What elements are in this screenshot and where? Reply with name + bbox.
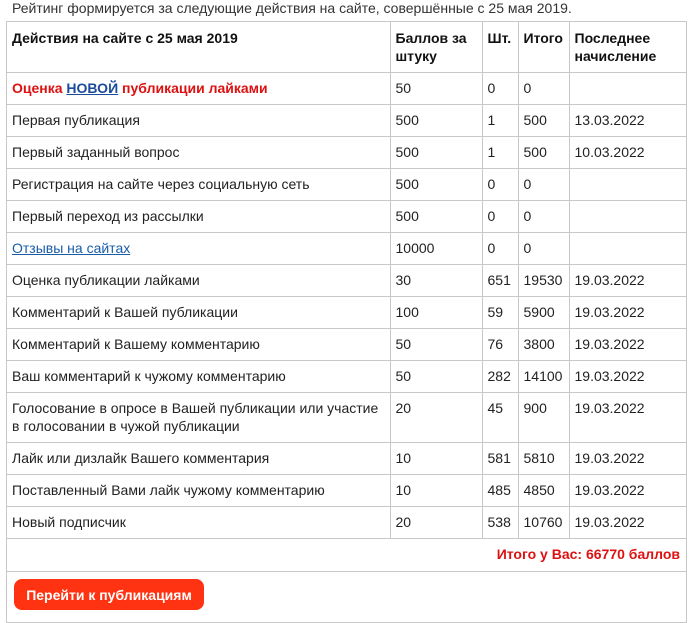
cell-last-accrual: 10.03.2022 (569, 137, 686, 169)
cell-total: 19530 (518, 265, 569, 297)
cell-last-accrual (569, 201, 686, 233)
table-row (7, 105, 686, 137)
cell-qty: 0 (482, 73, 518, 105)
cell-action: Оценка публикации лайками (7, 265, 390, 297)
cell-points: 20 (390, 393, 482, 443)
cell-last-accrual (569, 169, 686, 201)
cell-total: 3800 (518, 329, 569, 361)
cell-total: 900 (518, 393, 569, 443)
cell-total: 0 (518, 169, 569, 201)
cell-last-accrual: 13.03.2022 (569, 105, 686, 137)
table-row-new-publication (7, 73, 686, 105)
header-points: Баллов за штуку (390, 22, 482, 73)
cell-action: Первый переход из рассылки (7, 201, 390, 233)
cell-total: 14100 (518, 361, 569, 393)
cell-last-accrual: 19.03.2022 (569, 475, 686, 507)
cell-qty: 1 (482, 105, 518, 137)
action-label-prefix: Оценка (12, 80, 67, 96)
cell-qty: 538 (482, 507, 518, 539)
table-row (7, 201, 686, 233)
cell-total: 5810 (518, 443, 569, 475)
table-row (7, 297, 686, 329)
new-publication-link[interactable]: НОВОЙ (66, 80, 119, 96)
table-row (7, 329, 686, 361)
table-row (7, 393, 686, 443)
cell-qty: 282 (482, 361, 518, 393)
cell-points: 50 (390, 73, 482, 105)
cell-points: 500 (390, 105, 482, 137)
cell-last-accrual: 19.03.2022 (569, 393, 686, 443)
cell-qty: 0 (482, 201, 518, 233)
cell-qty: 59 (482, 297, 518, 329)
cell-last-accrual: 19.03.2022 (569, 329, 686, 361)
table-row (7, 507, 686, 539)
cell-points: 500 (390, 169, 482, 201)
cell-points: 20 (390, 507, 482, 539)
table-row (7, 233, 686, 265)
cell-total: 0 (518, 73, 569, 105)
cell-total: 10760 (518, 507, 569, 539)
cell-points: 50 (390, 329, 482, 361)
cell-points: 500 (390, 201, 482, 233)
cell-points: 30 (390, 265, 482, 297)
cell-last-accrual: 19.03.2022 (569, 265, 686, 297)
cell-qty: 1 (482, 137, 518, 169)
cell-qty: 0 (482, 233, 518, 265)
cell-qty: 485 (482, 475, 518, 507)
intro-text: Рейтинг формируется за следующие действия на сайте, совершённые с 25 мая 2019. (12, 0, 572, 16)
cell-action: Голосование в опросе в Вашей публикации или участие в голосовании в чужой публикации (7, 393, 390, 443)
cell-action (7, 233, 390, 265)
cell-action: Ваш комментарий к чужому комментарию (7, 361, 390, 393)
cell-qty: 76 (482, 329, 518, 361)
cell-action: Комментарий к Вашему комментарию (7, 329, 390, 361)
cell-qty: 651 (482, 265, 518, 297)
cell-last-accrual: 19.03.2022 (569, 297, 686, 329)
cell-total: 500 (518, 105, 569, 137)
cell-action (7, 73, 390, 105)
cell-points: 100 (390, 297, 482, 329)
cell-action: Первый заданный вопрос (7, 137, 390, 169)
cell-points: 50 (390, 361, 482, 393)
rating-table (7, 22, 686, 539)
cell-total: 0 (518, 233, 569, 265)
button-row (7, 572, 686, 622)
total-points: Итого у Вас: 66770 баллов (7, 539, 686, 572)
header-last-accrual: Последнее начисление (569, 22, 686, 73)
header-qty: Шт. (482, 22, 518, 73)
table-header-row (7, 22, 686, 73)
cell-last-accrual: 19.03.2022 (569, 507, 686, 539)
cell-action: Поставленный Вами лайк чужому комментарию (7, 475, 390, 507)
cell-action: Лайк или дизлайк Вашего комментария (7, 443, 390, 475)
go-to-publications-button[interactable]: Перейти к публикациям (14, 579, 204, 610)
cell-total: 4850 (518, 475, 569, 507)
cell-total: 5900 (518, 297, 569, 329)
table-row (7, 475, 686, 507)
cell-total: 500 (518, 137, 569, 169)
cell-points: 10000 (390, 233, 482, 265)
table-row (7, 137, 686, 169)
cell-total: 0 (518, 201, 569, 233)
cell-qty: 45 (482, 393, 518, 443)
rating-panel (6, 21, 687, 623)
cell-last-accrual (569, 233, 686, 265)
reviews-link[interactable]: Отзывы на сайтах (12, 240, 131, 256)
cell-qty: 581 (482, 443, 518, 475)
action-label-suffix: публикации лайками (118, 80, 268, 96)
cell-last-accrual: 19.03.2022 (569, 443, 686, 475)
table-row (7, 443, 686, 475)
cell-action: Новый подписчик (7, 507, 390, 539)
cell-qty: 0 (482, 169, 518, 201)
cell-last-accrual: 19.03.2022 (569, 361, 686, 393)
header-total: Итого (518, 22, 569, 73)
table-row (7, 169, 686, 201)
cell-action: Регистрация на сайте через социальную сеть (7, 169, 390, 201)
cell-points: 10 (390, 475, 482, 507)
table-row (7, 361, 686, 393)
cell-points: 500 (390, 137, 482, 169)
header-action: Действия на сайте с 25 мая 2019 (7, 22, 390, 73)
cell-action: Первая публикация (7, 105, 390, 137)
cell-action: Комментарий к Вашей публикации (7, 297, 390, 329)
cell-points: 10 (390, 443, 482, 475)
table-row (7, 265, 686, 297)
cell-last-accrual (569, 73, 686, 105)
